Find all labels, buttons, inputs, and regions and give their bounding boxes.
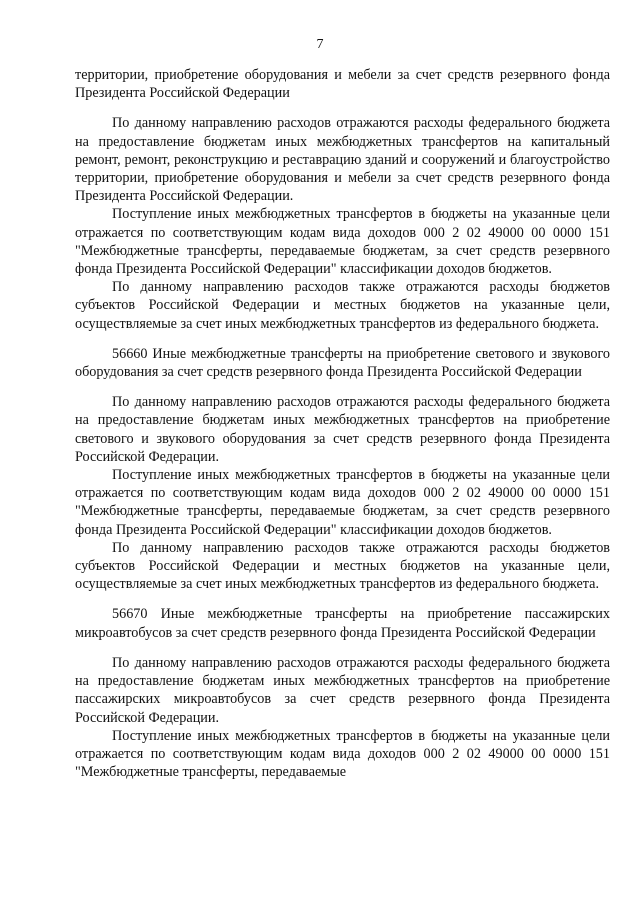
paragraph-continuation: территории, приобретение оборудования и мебели за счет средств резервного фонда Президента Российской Федерации xyxy=(75,67,610,102)
paragraph: Поступление иных межбюджетных трансфертов в бюджеты на указанные цели отражается по соответствующим кодам вида доходов 000 2 02 49000 00 0000 151 "Межбюджетные трансферты, передаваемые xyxy=(75,727,610,781)
paragraph: Поступление иных межбюджетных трансфертов в бюджеты на указанные цели отражается по соответствующим кодам вида доходов 000 2 02 49000 00 0000 151 "Межбюджетные трансферты, передаваемые бюджетам, за счет средств резервного фонда Президента Российской Федерации" классификации доходов бюджетов. xyxy=(75,206,610,278)
page-number: 7 xyxy=(316,37,324,52)
paragraph: По данному направлению расходов отражаются расходы федерального бюджета на предоставление бюджетам иных межбюджетных трансфертов на капитальный ремонт, ремонт, реконструкцию и реставрацию зданий и сооружений и благоустройство территории, приобретение оборудования и мебели за счет средств резервного фонда Президента Российской Федерации. xyxy=(75,115,610,205)
paragraph: По данному направлению расходов отражаются расходы федерального бюджета на предоставление бюджетам иных межбюджетных трансфертов на приобретение пассажирских микроавтобусов за счет средств резервного фонда Президента Российской Федерации. xyxy=(75,654,610,726)
section-heading-56670: 56670 Иные межбюджетные трансферты на приобретение пассажирских микроавтобусов за счет средств резервного фонда Президента Российской Федерации xyxy=(75,606,610,641)
section-heading-56660: 56660 Иные межбюджетные трансферты на приобретение светового и звукового оборудования за счет средств резервного фонда Президента Российской Федерации xyxy=(75,345,610,381)
paragraph: По данному направлению расходов также отражаются расходы бюджетов субъектов Российской Федерации и местных бюджетов на указанные цели, осуществляемые за счет иных межбюджетных трансфертов из федерального бюджета. xyxy=(75,539,610,593)
document-body xyxy=(75,66,610,781)
paragraph: Поступление иных межбюджетных трансфертов в бюджеты на указанные цели отражается по соответствующим кодам вида доходов 000 2 02 49000 00 0000 151 "Межбюджетные трансферты, передаваемые бюджетам, за счет средств резервного фонда Президента Российской Федерации" классификации доходов бюджетов. xyxy=(75,467,610,538)
paragraph: По данному направлению расходов также отражаются расходы бюджетов субъектов Российской Федерации и местных бюджетов на указанные цели, осуществляемые за счет иных межбюджетных трансфертов из федерального бюджета. xyxy=(75,279,610,332)
paragraph: По данному направлению расходов отражаются расходы федерального бюджета на предоставление бюджетам иных межбюджетных трансфертов на приобретение светового и звукового оборудования за счет средств резервного фонда Президента Российской Федерации. xyxy=(75,394,610,465)
